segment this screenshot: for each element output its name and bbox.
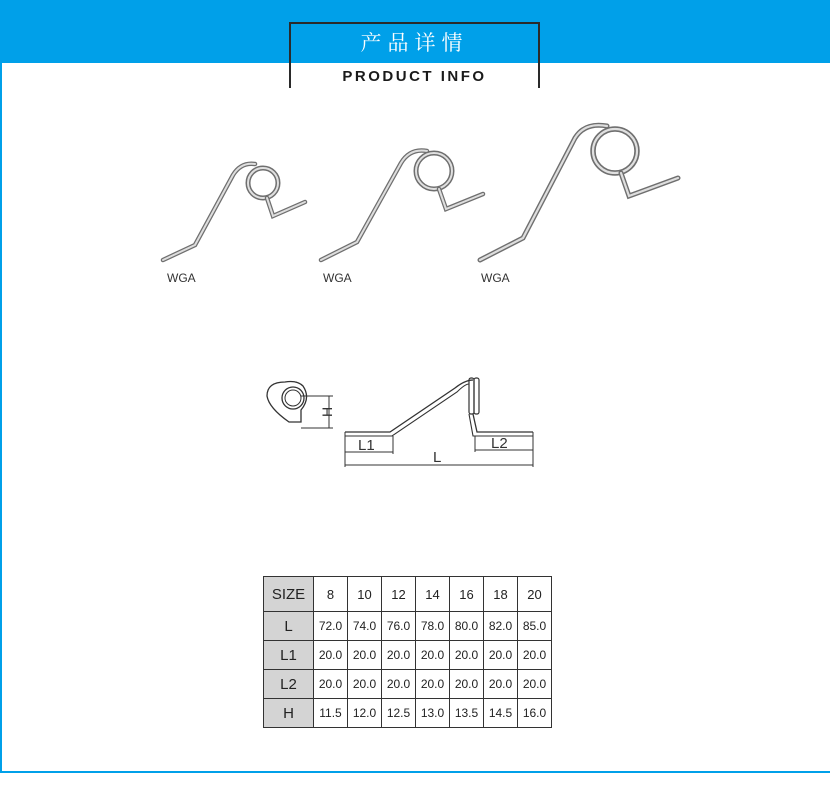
dim-label-l2: L2 [491, 435, 508, 452]
dim-label-l1: L1 [358, 437, 375, 454]
table-header-cell: 16 [450, 577, 484, 612]
table-cell: 20.0 [416, 670, 450, 699]
table-cell: 16.0 [518, 699, 552, 728]
table-header-cell: SIZE [264, 577, 314, 612]
table-cell: 72.0 [314, 612, 348, 641]
product-image-large [475, 118, 685, 268]
table-cell: 20.0 [416, 641, 450, 670]
table-row-header: H [264, 699, 314, 728]
table-cell: 12.5 [382, 699, 416, 728]
table-cell: 20.0 [382, 670, 416, 699]
table-row [264, 699, 552, 728]
dim-label-h: H [319, 406, 335, 417]
table-cell: 76.0 [382, 612, 416, 641]
table-cell: 20.0 [484, 641, 518, 670]
product-label-1: WGA [167, 271, 196, 285]
table-cell: 13.5 [450, 699, 484, 728]
table-row [264, 612, 552, 641]
table-cell: 80.0 [450, 612, 484, 641]
table-row-header: L [264, 612, 314, 641]
table-row [264, 641, 552, 670]
dimension-diagram [255, 370, 545, 470]
table-cell: 20.0 [348, 670, 382, 699]
table-header-row [264, 577, 552, 612]
table-cell: 20.0 [518, 670, 552, 699]
table-cell: 20.0 [450, 670, 484, 699]
table-cell: 78.0 [416, 612, 450, 641]
table-header-cell: 14 [416, 577, 450, 612]
table-cell: 20.0 [484, 670, 518, 699]
table-cell: 85.0 [518, 612, 552, 641]
table-header-cell: 20 [518, 577, 552, 612]
section-title-cn: 产品详情 [360, 32, 469, 55]
table-cell: 20.0 [348, 641, 382, 670]
table-cell: 20.0 [314, 641, 348, 670]
left-border-line [0, 63, 2, 773]
spec-table [263, 576, 552, 728]
table-row-header: L1 [264, 641, 314, 670]
table-cell: 20.0 [518, 641, 552, 670]
table-header-cell: 8 [314, 577, 348, 612]
table-cell: 20.0 [382, 641, 416, 670]
product-label-2: WGA [323, 271, 352, 285]
product-image-small [155, 150, 315, 265]
table-cell: 11.5 [314, 699, 348, 728]
table-row-header: L2 [264, 670, 314, 699]
product-label-3: WGA [481, 271, 510, 285]
table-cell: 12.0 [348, 699, 382, 728]
product-image-medium [315, 138, 490, 268]
dim-label-l: L [433, 449, 442, 466]
table-cell: 14.5 [484, 699, 518, 728]
table-header-cell: 12 [382, 577, 416, 612]
section-title-box [289, 22, 540, 88]
table-cell: 13.0 [416, 699, 450, 728]
bottom-border-line [0, 771, 830, 773]
section-title-en: PRODUCT INFO [291, 65, 538, 88]
table-header-cell: 18 [484, 577, 518, 612]
table-cell: 74.0 [348, 612, 382, 641]
table-cell: 20.0 [314, 670, 348, 699]
table-header-cell: 10 [348, 577, 382, 612]
table-cell: 82.0 [484, 612, 518, 641]
table-row [264, 670, 552, 699]
table-cell: 20.0 [450, 641, 484, 670]
